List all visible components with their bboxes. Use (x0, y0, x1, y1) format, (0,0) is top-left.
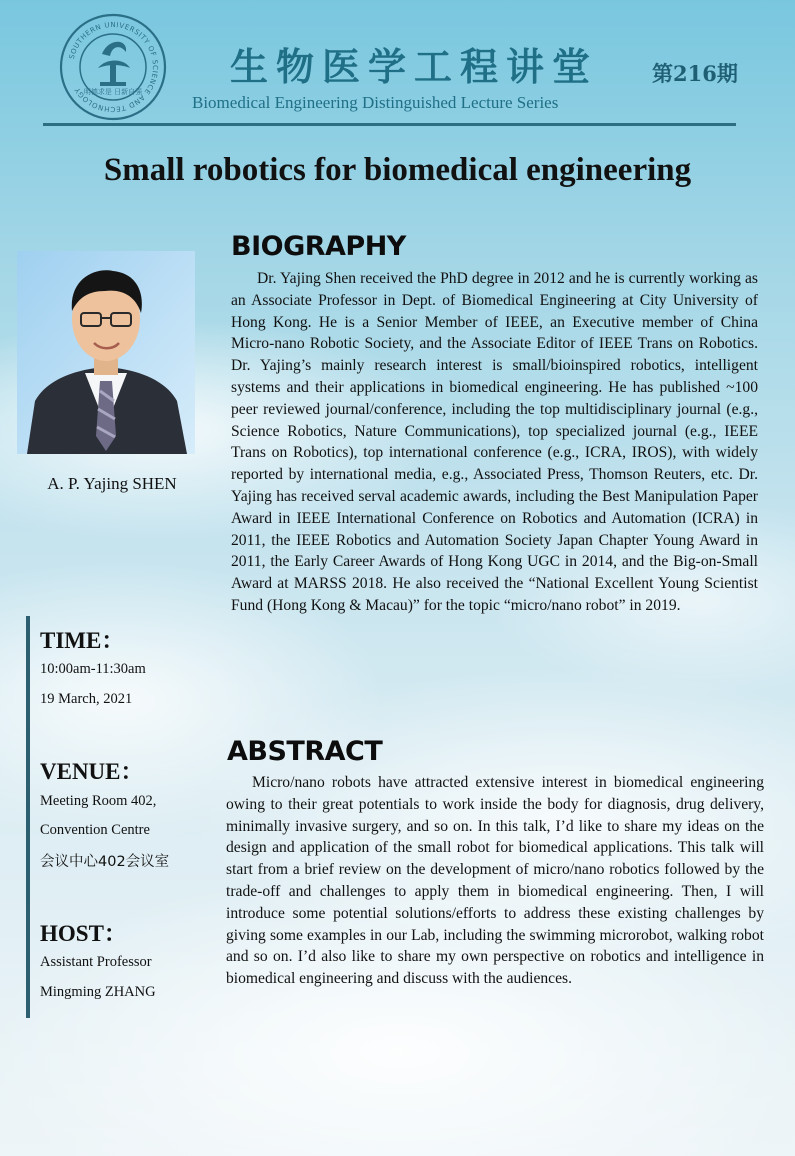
lecture-series-title-cn: 生物医学工程讲堂 (230, 44, 599, 89)
venue-label: VENUE： (40, 759, 144, 784)
time-label: TIME： (40, 628, 125, 653)
abstract-heading: ABSTRACT (227, 736, 383, 767)
date: 19 March, 2021 (40, 691, 133, 707)
speaker-photo (17, 251, 195, 454)
speaker-name: A. P. Yajing SHEN (47, 474, 177, 493)
host-title: Assistant Professor (40, 954, 152, 970)
time-range: 10:00am-11:30am (40, 661, 146, 677)
biography-heading: BIOGRAPHY (231, 231, 406, 262)
logo-motto: 明德求是 日新自强 (83, 88, 143, 96)
venue-building: Convention Centre (40, 822, 150, 838)
host-name: Mingming ZHANG (40, 984, 156, 1000)
host-label: HOST： (40, 921, 127, 946)
biography-text: Dr. Yajing Shen received the PhD degree in 2012 and he is currently working as an Associate Professor in Dept. of Biomedical Engineering at City University of Hong Kong. He is a Senior Member of IEEE, an Executive member of China Micro-nano Robotic Society, and the Associate Editor of IEEE Trans on Robotics. Dr. Yajing’s mainly research interest is small/bioinspired robotics, intelligent systems and their applications in biomedical engineering. He has published ~100 peer reviewed journal/conference, including the top multidisciplinary journal (e.g., Science Robotics, Nature Communications), top specialized journal (e.g., IEEE Trans on Robotics), top international conference (e.g., ICRA, IROS), with widely reported by international media, e.g., Associated Press, Thomson Reuters, etc. Dr. Yajing has received serval academic awards, including the Best Manipulation Paper Award in IEEE International Conference on Robotics and Automation (ICRA) in 2011, the IEEE Robotics and Automation Society Japan Chapter Young Award in 2011, the Early Career Awards of Hong Kong UGC in 2014, and the Big-on-Small Award at MARSS 2018. He also received the “National Excellent Young Scientist Fund (Hong Kong & Macau)” for the topic “micro/nano robot” in 2019. (231, 270, 758, 614)
info-panel-bar (26, 616, 30, 1018)
venue-room: Meeting Room 402, (40, 793, 157, 809)
abstract-text: Micro/nano robots have attracted extensive interest in biomedical engineering owing to their great potentials to work inside the body for diagnosis, drug delivery, minimally invasive surgery, and so on. In this talk, I’d like to share my ideas on the design and application of the small robot for biomedical applications. This talk will start from a brief review on the development of micro/nano robotics followed by the trade-off and challenges to apply them in biomedical engineering. Then, I will introduce some potential solutions/efforts to address these existing challenges by giving some examples in our Lab, including the swimming microrobot, walking robot and so on. I’d also like to share my own perspective on robotics and intelligence in biomedical engineering and discuss with the audiences. (226, 774, 764, 988)
talk-title: Small robotics for biomedical engineering (103, 152, 692, 188)
logo-ring-text: SOUTHERN UNIVERSITY OF SCIENCE AND TECHNOLOGY (67, 20, 160, 114)
venue-cn: 会议中心402会议室 (40, 854, 170, 870)
university-logo (58, 12, 168, 122)
header-divider (43, 123, 736, 126)
issue-number: 第216期 (652, 61, 738, 86)
lecture-series-title-en: Biomedical Engineering Distinguished Lecture Series (192, 93, 559, 112)
